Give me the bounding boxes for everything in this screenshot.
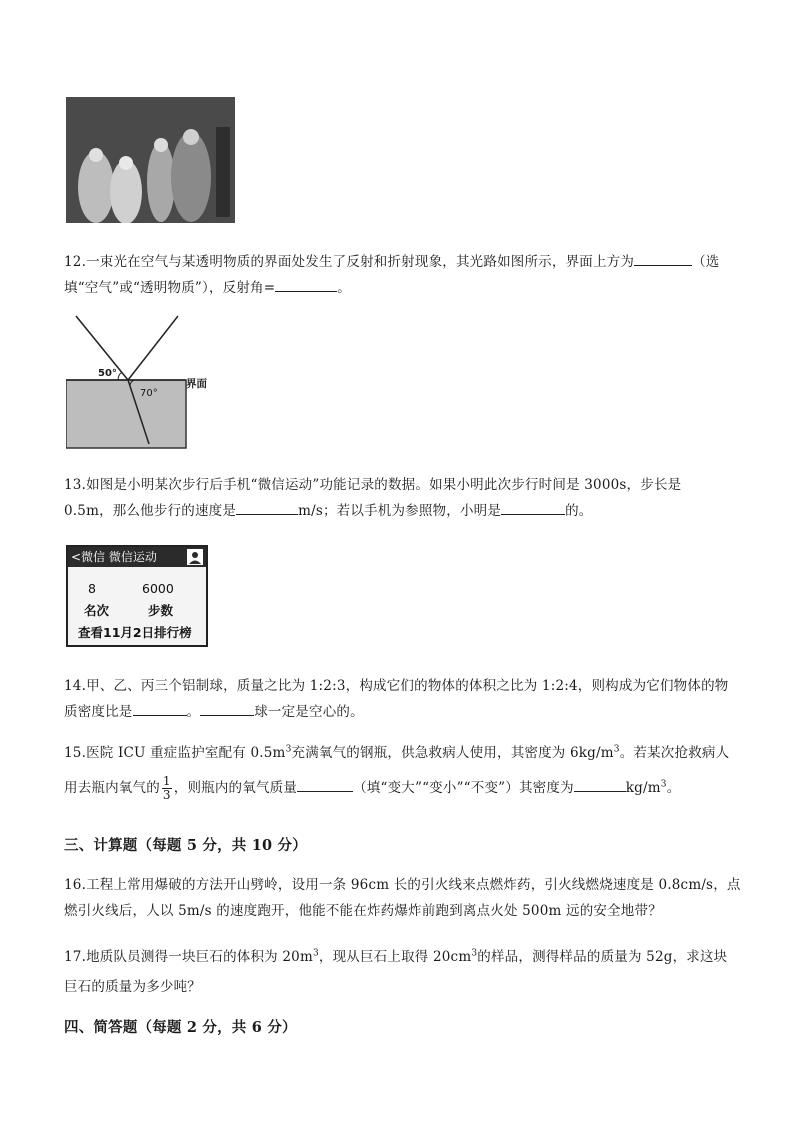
q17-line-1	[64, 945, 727, 965]
q17-text-1a: 17.地质队员测得一块巨石的体积为 20m	[64, 949, 313, 965]
q14-text-2: 质密度比是	[64, 704, 133, 720]
q12-text-1: 12.一束光在空气与某透明物质的界面处发生了反射和折射现象，其光路如图所示，界面上方为	[64, 254, 635, 270]
q16-text-2: 燃引火线后，人以 5m/s 的速度跑开，他能不能在炸药爆炸前跑到离点火处 500m 远的安全地带？	[64, 903, 662, 919]
q12-line-2	[64, 276, 351, 296]
q15-text-2a: 用去瓶内氧气的	[64, 780, 160, 796]
q16-line-2	[64, 899, 662, 919]
q15-text-1a: 15.医院 ICU 重症监护室配有 0.5m	[64, 745, 286, 761]
q15-text-2c: （填“变大”“变小”“不变”）其密度为	[353, 780, 574, 796]
q13-blank-2[interactable]	[501, 500, 565, 515]
steps-label: 步数	[148, 603, 174, 618]
q14-line-2	[64, 700, 364, 720]
stage-photo	[66, 97, 235, 223]
q14-line-1	[64, 674, 728, 694]
q14-blank-2[interactable]	[200, 701, 254, 716]
rank-label: 名次	[84, 603, 110, 618]
angle-70-label: 70°	[140, 388, 158, 399]
q13-text-2-mid: m/s；若以手机为参照物，小明是	[298, 503, 502, 519]
q15-line-1	[64, 741, 729, 761]
fraction-one-third	[162, 775, 172, 802]
stage-photo-graphic	[66, 97, 235, 223]
q14-text-2-end: 球一定是空心的。	[254, 704, 364, 720]
q12-text-2: 填“空气”或“透明物质”），反射角=	[64, 280, 276, 296]
q14-blank-1[interactable]	[133, 701, 187, 716]
q13-text-2-end: 的。	[565, 503, 593, 519]
q15-text-2d: kg/m	[625, 780, 661, 796]
q15-line-2	[64, 775, 680, 802]
q17-sup-1: 3	[312, 948, 319, 959]
angle-50-label: 50°	[98, 368, 117, 379]
q13-blank-1[interactable]	[236, 500, 298, 515]
q14-text-1: 14.甲、乙、丙三个铝制球，质量之比为 1:2:3，构成它们的物体的体积之比为 1:2:4，则构成为它们物体的物	[64, 678, 729, 694]
leaderboard-link[interactable]: 查看11月2日排行榜	[78, 625, 192, 640]
q12-blank-1[interactable]	[634, 251, 692, 266]
q15-text-1c: 。若某次抢救病人	[619, 745, 730, 761]
q15-sup-1: 3	[285, 744, 292, 755]
wechat-sport-card	[66, 545, 208, 647]
fraction-numerator: 1	[162, 774, 171, 788]
q15-text-1b: 充满氧气的钢瓶，供急救病人使用，其密度为 6kg/m	[291, 745, 614, 761]
wechat-title: <微信 微信运动	[71, 550, 157, 564]
rank-value: 8	[88, 581, 96, 596]
section-4-heading: 四、简答题（每题 2 分，共 6 分）	[64, 1019, 297, 1036]
interface-label: 界面	[186, 378, 207, 390]
q15-blank-1[interactable]	[297, 777, 353, 792]
q17-text-1c: 的样品，测得样品的质量为 52g，求这块	[477, 949, 728, 965]
q16-text-1: 16.工程上常用爆破的方法开山劈岭，设用一条 96cm 长的引火线来点燃炸药，引火线燃烧速度是 0.8cm/s，点	[64, 877, 741, 893]
q13-line-1	[64, 473, 681, 493]
q13-text-1: 13.如图是小明某次步行后手机“微信运动”功能记录的数据。如果小明此次步行时间是 3000s，步长是	[64, 477, 682, 493]
q17-sup-2: 3	[471, 948, 478, 959]
q15-text-2b: ，则瓶内的氧气质量	[173, 780, 298, 796]
user-icon	[187, 549, 203, 565]
q17-text-2: 巨石的质量为多少吨？	[64, 979, 201, 995]
q17-line-2	[64, 975, 201, 995]
q16-line-1	[64, 873, 741, 893]
q15-blank-2[interactable]	[574, 777, 626, 792]
q13-line-2	[64, 499, 592, 519]
wechat-title-bar	[68, 547, 206, 567]
q15-sup-2: 3	[613, 744, 620, 755]
q14-text-2-mid: 。	[186, 704, 201, 720]
section-3-heading: 三、计算题（每题 5 分，共 10 分）	[64, 837, 307, 854]
q12-light-figure	[66, 314, 226, 450]
q12-line-1	[64, 250, 719, 270]
steps-value: 6000	[142, 581, 174, 596]
q15-sup-3: 3	[660, 779, 667, 790]
q15-text-2e: 。	[666, 780, 681, 796]
q12-text-2-end: 。	[337, 280, 351, 296]
fraction-denominator: 3	[162, 788, 171, 802]
q12-text-1-end: （选	[692, 254, 720, 270]
q17-text-1b: ，现从巨石上取得 20cm	[318, 949, 472, 965]
q12-blank-2[interactable]	[275, 277, 337, 292]
q13-text-2: 0.5m，那么他步行的速度是	[64, 503, 237, 519]
